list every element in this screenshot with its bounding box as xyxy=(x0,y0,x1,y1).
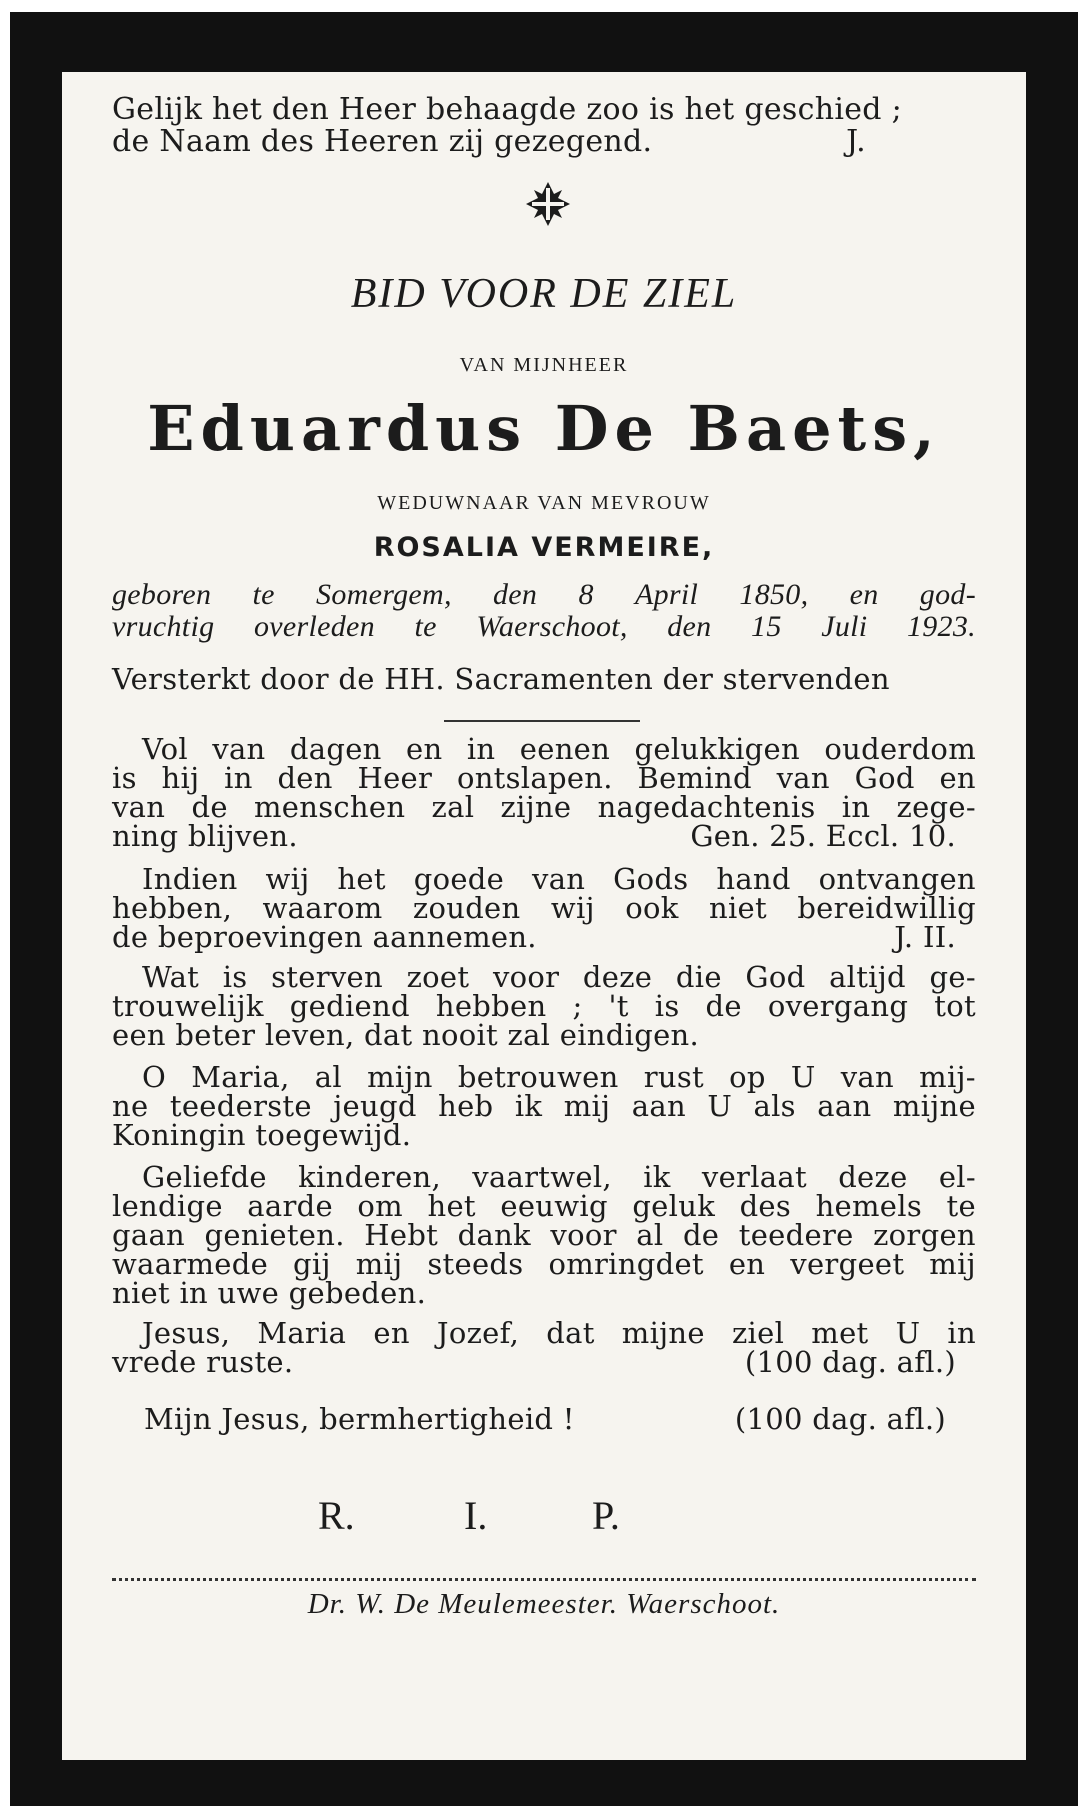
word: menschen xyxy=(253,790,406,824)
word: God xyxy=(854,761,915,795)
word: nagedachtenis xyxy=(597,790,816,824)
word: hand xyxy=(716,862,791,896)
word: den xyxy=(277,761,333,795)
word: aarde xyxy=(247,1189,333,1223)
word: is xyxy=(654,989,680,1023)
word: vergeet xyxy=(790,1247,905,1281)
word: van xyxy=(840,1060,895,1094)
word: Jozef, xyxy=(436,1316,520,1350)
sacraments-text: Versterkt door de HH. Sacramenten der stervenden xyxy=(112,662,890,696)
paragraph-last-text: Koningin toegewijd. xyxy=(112,1118,412,1152)
word: in xyxy=(947,1316,976,1350)
word: zege- xyxy=(896,790,976,824)
word: hebben xyxy=(435,989,547,1023)
word: teedere xyxy=(738,1218,854,1252)
word: heb xyxy=(438,1089,494,1123)
word: zal xyxy=(431,790,475,824)
word: ouderdom xyxy=(824,732,976,766)
word: mij xyxy=(355,1247,403,1281)
word: U xyxy=(707,1089,733,1123)
word: ; xyxy=(572,989,583,1023)
word: het xyxy=(427,1189,476,1223)
word: die xyxy=(675,960,722,994)
word: geboren xyxy=(112,578,212,611)
word: in xyxy=(841,790,871,824)
word: gelukkigen xyxy=(634,732,800,766)
word: dank xyxy=(457,1218,531,1252)
word: altijd xyxy=(829,960,906,994)
word: Heer xyxy=(357,761,433,795)
paragraph-last-line xyxy=(112,1345,976,1379)
word: en xyxy=(406,732,443,766)
word: deze xyxy=(838,1160,908,1194)
word: Somergem, xyxy=(316,578,452,611)
word: overleden xyxy=(253,610,375,643)
word: genieten. xyxy=(204,1218,345,1252)
word: Geliefde xyxy=(142,1160,267,1194)
paragraph-last-text: ning blijven. xyxy=(112,819,298,853)
word: van xyxy=(212,732,266,766)
word: voor xyxy=(492,960,560,994)
word: van xyxy=(112,790,166,824)
word: gediend xyxy=(289,989,410,1023)
word: god- xyxy=(919,578,976,611)
paragraph-last-text: vrede ruste. xyxy=(112,1345,294,1379)
word: is xyxy=(112,761,137,795)
widow-of-label: WEDUWNAAR VAN MEVROUW xyxy=(377,492,711,514)
word: vruchtig xyxy=(112,610,215,643)
word: waarom xyxy=(262,891,383,925)
word: ge- xyxy=(929,960,976,994)
paragraph-last-line xyxy=(112,1118,976,1152)
sacraments-line xyxy=(112,662,976,696)
paragraph-last-line xyxy=(112,819,976,853)
prayer-card xyxy=(62,72,1026,1760)
mourning-card-border xyxy=(10,12,1078,1806)
word: 8 xyxy=(578,578,594,611)
word: 15 xyxy=(751,610,782,643)
word: Wat xyxy=(142,960,200,994)
word: Jesus, xyxy=(142,1316,231,1350)
scripture-reference: Gen. 25. Eccl. 10. xyxy=(690,819,956,853)
word: ontslapen. xyxy=(456,761,613,795)
word: den xyxy=(493,578,538,611)
word: zoet xyxy=(406,960,470,994)
word: overgang xyxy=(767,989,909,1023)
deceased-name: Eduardus De Baets, xyxy=(147,392,941,465)
word: in xyxy=(466,732,496,766)
word: ziel xyxy=(731,1316,785,1350)
scripture-reference: (100 dag. afl.) xyxy=(744,1345,956,1379)
printer-credit: Dr. W. De Meulemeester. Waerschoot. xyxy=(307,1588,781,1620)
word: Juli xyxy=(821,610,868,643)
word: te xyxy=(414,610,437,643)
dotted-divider xyxy=(112,1578,976,1581)
word: niet xyxy=(708,891,767,925)
word: sterven xyxy=(271,960,383,994)
word: en xyxy=(728,1247,766,1281)
word: te xyxy=(946,1189,976,1223)
word: mij xyxy=(563,1089,611,1123)
word: rust xyxy=(643,1060,704,1094)
scripture-reference: J. II. xyxy=(894,920,956,954)
word: eeuwig xyxy=(500,1189,608,1223)
word: aan xyxy=(631,1089,686,1123)
word: de xyxy=(682,1218,720,1252)
word: omringdet xyxy=(548,1247,704,1281)
word: te xyxy=(252,578,275,611)
word: God xyxy=(745,960,806,994)
paragraph-last-text: de beproevingen aannemen. xyxy=(112,920,537,954)
word: aan xyxy=(817,1089,872,1123)
paragraph-last-line xyxy=(112,920,976,954)
word: 't xyxy=(608,989,629,1023)
name-prefix: VAN MIJNHEER xyxy=(459,354,629,376)
word: mijne xyxy=(621,1316,705,1350)
word: zorgen xyxy=(873,1218,976,1252)
word: goede xyxy=(413,862,505,896)
word: den xyxy=(667,610,712,643)
word: eenen xyxy=(519,732,611,766)
word: dagen xyxy=(289,732,382,766)
card-title: BID VOOR DE ZIEL xyxy=(350,271,738,317)
word: verlaat xyxy=(701,1160,807,1194)
word: op xyxy=(729,1060,766,1094)
word: deze xyxy=(582,960,653,994)
word: betrouwen xyxy=(457,1060,619,1094)
epigraph-reference: J. xyxy=(846,124,866,159)
word: Maria xyxy=(257,1316,347,1350)
word: kinderen, xyxy=(298,1160,442,1194)
word: April xyxy=(635,578,699,611)
word: ik xyxy=(643,1160,671,1194)
word: mijn xyxy=(367,1060,433,1094)
word: van xyxy=(776,761,830,795)
word: Vol xyxy=(142,732,188,766)
word: mij xyxy=(929,1247,976,1281)
word: el- xyxy=(938,1160,976,1194)
word: gij xyxy=(293,1247,331,1281)
word: de xyxy=(705,989,742,1023)
word: U xyxy=(895,1316,921,1350)
ejaculation-text: Mijn Jesus, bermhertigheid ! xyxy=(144,1402,575,1436)
word: jeugd xyxy=(333,1089,417,1123)
word: geluk xyxy=(632,1189,716,1223)
epigraph-line-1 xyxy=(112,92,976,127)
epigraph-text-2: de Naam des Heeren zij gezegend. xyxy=(112,124,653,159)
word: steeds xyxy=(427,1247,524,1281)
word: 1850, xyxy=(739,578,809,611)
paragraph-last-text: een beter leven, dat nooit zal eindigen. xyxy=(112,1018,700,1052)
word: wij xyxy=(550,891,595,925)
word: Waerschoot, xyxy=(476,610,628,643)
word: al xyxy=(636,1218,664,1252)
word: Bemind xyxy=(637,761,752,795)
rip-p: P. xyxy=(592,1493,620,1538)
word: vaartwel, xyxy=(472,1160,612,1194)
word: Indien xyxy=(142,862,238,896)
rip-i: I. xyxy=(464,1493,488,1538)
rip-r: R. xyxy=(318,1493,355,1538)
word: dat xyxy=(546,1316,595,1350)
word: tot xyxy=(934,989,976,1023)
ejaculation-indulgence: (100 dag. afl.) xyxy=(734,1402,946,1436)
cross-icon xyxy=(524,180,572,228)
word: 1923. xyxy=(906,610,976,643)
word: teederste xyxy=(169,1089,312,1123)
word: met xyxy=(811,1316,869,1350)
word: bereidwillig xyxy=(797,891,976,925)
word: ook xyxy=(625,891,679,925)
word: van xyxy=(532,862,586,896)
word: ontvangen xyxy=(818,862,976,896)
birth-death-line-2 xyxy=(112,610,976,644)
paragraph-last-text: niet in uwe gebeden. xyxy=(112,1276,427,1310)
word: mijne xyxy=(892,1089,976,1123)
word: en xyxy=(373,1316,410,1350)
word: U xyxy=(790,1060,816,1094)
word: hebben, xyxy=(112,891,233,925)
word: Gods xyxy=(613,862,689,896)
word: is xyxy=(222,960,248,994)
word: zouden xyxy=(412,891,521,925)
word: wij xyxy=(265,862,310,896)
word: als xyxy=(753,1089,796,1123)
word: O xyxy=(142,1060,167,1094)
word: om xyxy=(357,1189,403,1223)
word: het xyxy=(337,862,386,896)
word: mij- xyxy=(919,1060,976,1094)
ejaculation-line xyxy=(112,1402,976,1436)
word: voor xyxy=(550,1218,617,1252)
paragraph-last-line xyxy=(112,1276,976,1310)
word: waarmede xyxy=(112,1247,269,1281)
word: de xyxy=(191,790,228,824)
birth-death-line-1 xyxy=(112,578,976,612)
word: des xyxy=(739,1189,792,1223)
word: gaan xyxy=(112,1218,186,1252)
spouse-name: ROSALIA VERMEIRE, xyxy=(373,532,715,563)
word: zijne xyxy=(500,790,572,824)
divider-line xyxy=(444,720,640,722)
word: ik xyxy=(514,1089,543,1123)
word: lendige xyxy=(112,1189,223,1223)
word: in xyxy=(224,761,253,795)
word: hemels xyxy=(815,1189,923,1223)
paragraph-last-line xyxy=(112,1018,976,1052)
epigraph-line-2 xyxy=(112,124,976,159)
word: al xyxy=(314,1060,342,1094)
word: hij xyxy=(161,761,200,795)
word: ne xyxy=(112,1089,149,1123)
word: en xyxy=(939,761,976,795)
word: trouwelijk xyxy=(112,989,264,1023)
word: Hebt xyxy=(364,1218,439,1252)
epigraph-text-1: Gelijk het den Heer behaagde zoo is het geschied ; xyxy=(112,92,903,127)
word: Maria, xyxy=(191,1060,290,1094)
word: en xyxy=(849,578,879,611)
